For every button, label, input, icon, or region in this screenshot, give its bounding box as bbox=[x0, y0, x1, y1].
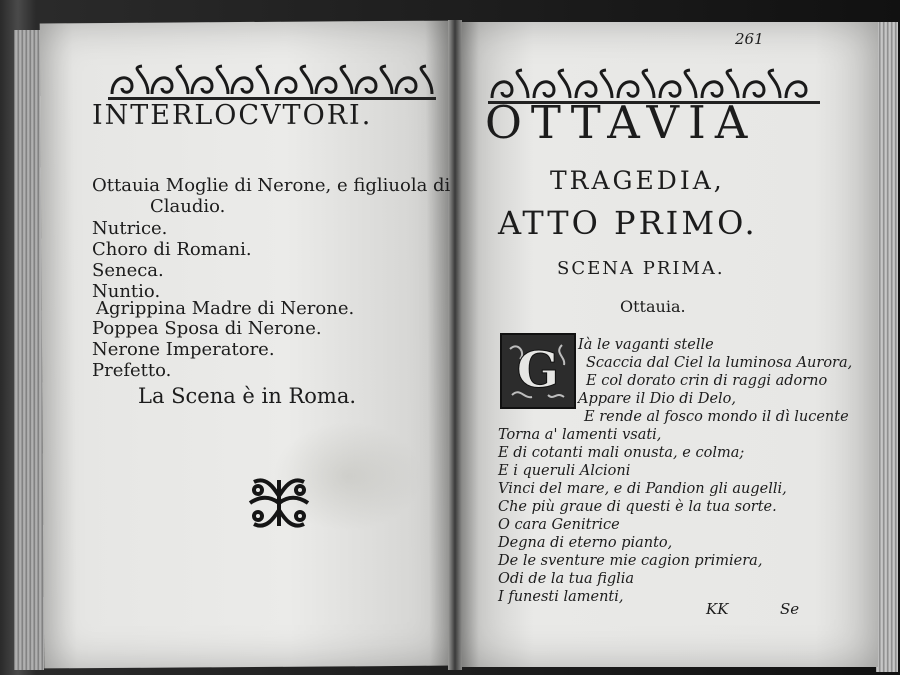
play-subtitle: TRAGEDIA, bbox=[550, 166, 725, 195]
verse-line: Appare il Dio di Delo, bbox=[578, 391, 736, 407]
signature-mark: KK bbox=[706, 600, 729, 618]
cast-list-heading: INTERLOCVTORI. bbox=[92, 100, 373, 131]
catchword: Se bbox=[780, 600, 800, 618]
cast-entry: Claudio. bbox=[150, 196, 226, 217]
act-heading: ATTO PRIMO. bbox=[498, 204, 758, 242]
scene-setting-note: La Scena è in Roma. bbox=[138, 384, 357, 408]
cast-entry: Nutrice. bbox=[92, 218, 168, 239]
verse-line: E col dorato crin di raggi adorno bbox=[586, 373, 828, 389]
verse-line: E di cotanti mali onusta, e colma; bbox=[498, 445, 745, 461]
play-title: OTTAVIA bbox=[485, 96, 757, 149]
cast-entry: Choro di Romani. bbox=[92, 239, 252, 260]
verse-line: E rende al fosco mondo il dì lucente bbox=[584, 409, 849, 425]
verse-line: Che più graue di questi è la tua sorte. bbox=[498, 499, 777, 515]
svg-text:G: G bbox=[516, 340, 560, 399]
verse-line: Ià le vaganti stelle bbox=[578, 337, 714, 353]
tailpiece-ornament bbox=[246, 474, 312, 532]
verse-line: Torna a' lamenti vsati, bbox=[498, 427, 662, 443]
scene-heading: SCENA PRIMA. bbox=[557, 258, 725, 279]
speaker-name: Ottauia. bbox=[620, 297, 686, 316]
cast-entry: Prefetto. bbox=[92, 360, 172, 381]
verse-line: O cara Genitrice bbox=[498, 517, 620, 533]
verse-line: I funesti lamenti, bbox=[498, 589, 624, 605]
headpiece-ornament-left bbox=[108, 64, 436, 102]
decorated-initial-g bbox=[500, 333, 576, 409]
verse-line: De le sventure mie cagion primiera, bbox=[498, 553, 763, 569]
verse-line: Vinci del mare, e di Pandion gli augelli, bbox=[498, 481, 787, 497]
cast-entry: Agrippina Madre di Nerone. bbox=[96, 298, 355, 319]
cast-entry: Nerone Imperatore. bbox=[92, 339, 275, 360]
book-gutter bbox=[448, 20, 462, 670]
verse-line: Degna di eterno pianto, bbox=[498, 535, 673, 551]
verse-line: E i queruli Alcioni bbox=[498, 463, 631, 479]
cast-entry: Ottauia Moglie di Nerone, e figliuola di bbox=[92, 175, 451, 196]
page-edges-right bbox=[876, 22, 898, 672]
verse-line: Odi de la tua figlia bbox=[498, 571, 635, 587]
cast-entry: Nuntio. bbox=[92, 281, 161, 302]
cast-entry: Seneca. bbox=[92, 260, 164, 281]
verse-line: Scaccia dal Ciel la luminosa Aurora, bbox=[586, 355, 853, 371]
page-number: 261 bbox=[735, 30, 764, 48]
cast-entry: Poppea Sposa di Nerone. bbox=[92, 318, 322, 339]
